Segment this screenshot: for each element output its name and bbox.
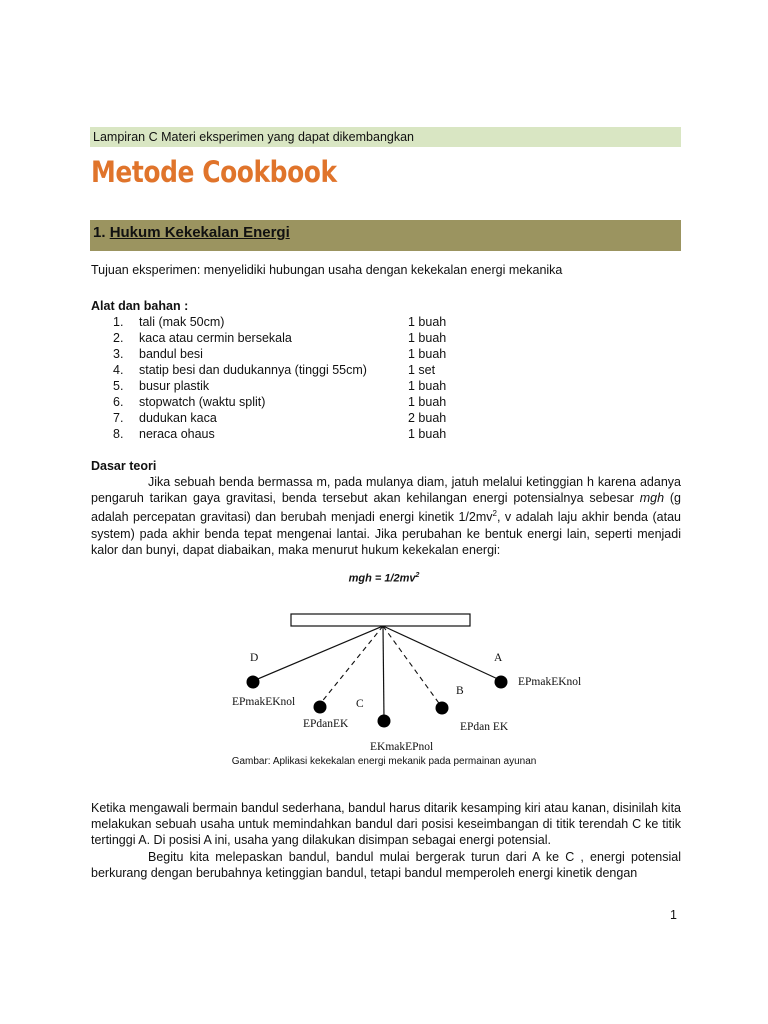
energy-formula: mgh = $1/2mv^2$ [348, 572, 420, 585]
section-number: 1. [93, 224, 106, 241]
list-item: 6. stopwatch (waktu split) 1 buah [113, 395, 447, 409]
label-a: A [494, 652, 503, 664]
materials-list [91, 314, 491, 442]
label-b: B [456, 685, 464, 697]
bob-b [436, 702, 449, 715]
figure-caption: Gambar: Aplikasi kekekalan energi mekanik pada permainan ayunan [231, 756, 537, 767]
body-paragraph: Ketika mengawali bermain bandul sederhana, bandul harus ditarik kesamping kiri atau kanan, disinilah kita melakukan sebuah usaha untuk memindahkan bandul dari posisi keseimbangan di titik terendah C ke titik tertinggi A. Di posisi A ini, usaha yang dilakukan disimpan sebagai energi potensial. [91, 801, 681, 848]
label-ep-left: EPmakEKnol [232, 696, 296, 708]
bob-a [495, 676, 508, 689]
bob-c [378, 715, 391, 728]
appendix-header-text: Lampiran C Materi eksperimen yang dapat dikembangkan [93, 130, 415, 144]
bob-left-mid [314, 701, 327, 714]
list-item: 3. bandul besi 1 buah [113, 347, 447, 361]
page-title: Metode Cookbook [91, 155, 337, 189]
section-title: Hukum Kekekalan Energi [109, 224, 290, 241]
theory-heading: Dasar teori [91, 459, 157, 473]
bob-d [247, 676, 260, 689]
list-item: 5. busur plastik 1 buah [113, 379, 447, 393]
theory-paragraph: Jika sebuah benda bermassa m, pada mulanya diam, jatuh melalui ketinggian h karena adanya pengaruh tarikan gaya gravitasi, benda tersebut akan kehilangan energi potensialnya sebesar mgh (g adalah percepatan gravitasi) dan berubah menjadi energi kinetik $1/2mv^2$, v adalah laju akhir benda (atau system) pada akhir benda tepat mengenai lantai. Jika perubahan ke bentuk energi lain, seperti menjadi kalor dan bunyi, dapat diabaikan, maka menurut hukum kekekalan energi: [91, 475, 681, 557]
pendulum-diagram [230, 605, 610, 755]
list-item: 8. neraca ohaus 1 buah [113, 427, 447, 441]
mgh-term: mgh [639, 491, 665, 506]
list-item: 7. dudukan kaca 2 buah [113, 411, 447, 425]
list-item: 4. statip besi dan dudukannya (tinggi 55cm) 1 set [113, 363, 436, 377]
materials-heading: Alat dan bahan : [91, 299, 189, 313]
support-beam [291, 614, 470, 626]
string-a [383, 626, 500, 680]
string-b [383, 626, 441, 706]
appendix-header [90, 127, 681, 147]
list-item: 1. tali (mak 50cm) 1 buah [113, 315, 447, 329]
label-d: D [250, 652, 259, 664]
body-paragraph: Begitu kita melepaskan bandul, bandul mulai bergerak turun dari A ke C , energi potensial berkurang dengan berubahnya ketinggian bandul, tetapi bandul memperoleh energi kinetik dengan [91, 850, 681, 881]
string-left-mid [320, 626, 383, 704]
string-d [253, 626, 383, 681]
label-c: C [356, 698, 364, 710]
label-ep-right: EPmakEKnol [518, 676, 582, 688]
list-item: 2. kaca atau cermin bersekala 1 buah [113, 331, 447, 345]
label-ek-bottom: EKmakEPnol [370, 741, 434, 753]
section-heading [90, 220, 681, 251]
objective-text: Tujuan eksperimen: menyelidiki hubungan usaha dengan kekekalan energi mekanika [91, 263, 563, 277]
string-c [383, 626, 384, 719]
label-epdan-left: EPdanEK [303, 718, 349, 730]
page-number: 1 [670, 908, 677, 922]
label-epdan-right: EPdan EK [460, 721, 509, 733]
